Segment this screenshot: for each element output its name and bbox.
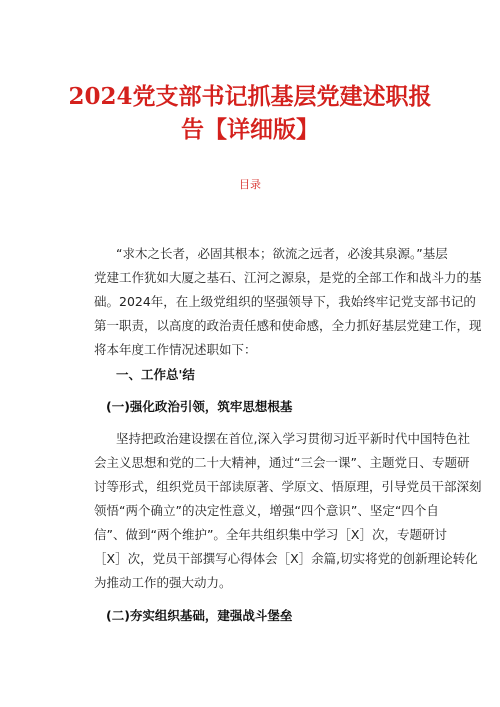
intro-line-1: “求木之长者，必固其根本；欲流之远者，必浚其泉源。”基层 [116, 246, 448, 261]
toc-link[interactable]: 目录 [239, 178, 261, 191]
subsection-heading-2: (二)夯实组织基础，建强战斗堡垒 [106, 608, 293, 623]
sub1-line-5: 信”、做到“两个维护”。全年共组织集中学习［X］次，专题研讨 [94, 527, 447, 542]
intro-line-5: 将本年度工作情况述职如下： [94, 342, 257, 357]
intro-line-4: 第一职责，以高度的政治责任感和使命感，全力抓好基层党建工作，现 [94, 318, 482, 333]
subsection-heading-1: (一)强化政治引领，筑牢思想根基 [106, 399, 293, 414]
sub1-line-1: 坚持把政治建设摆在首位,深入学习贯彻习近平新时代中国特色社 [116, 431, 470, 446]
document-title-line-2: 告【详细版】 [181, 116, 319, 143]
section-heading-1: 一、工作总'结 [116, 367, 195, 382]
document-title-line-1: 2024党支部书记抓基层党建述职报 [68, 83, 432, 110]
sub1-line-3: 讨等形式，组织党员干部读原著、学原文、悟原理，引导党员干部深刻 [94, 479, 482, 494]
intro-line-2: 党建工作犹如大厦之基石、江河之源泉，是党的全部工作和战斗力的基 [94, 270, 482, 285]
sub1-line-2: 会主义思想和党的二十大精神，通过“三会一课”、主题党日、专题研 [94, 455, 470, 470]
intro-line-3: 础。2024年，在上级党组织的坚强领导下，我始终牢记党支部书记的 [94, 294, 476, 309]
sub1-line-4: 领悟“两个确立”的决定性意义，增强“四个意识”、坚定“四个自 [94, 503, 439, 518]
sub1-line-7: 为推动工作的强大动力。 [94, 575, 232, 590]
sub1-line-6: ［X］次，党员干部撰写心得体会［X］余篇,切实将党的创新理论转化 [94, 551, 478, 566]
